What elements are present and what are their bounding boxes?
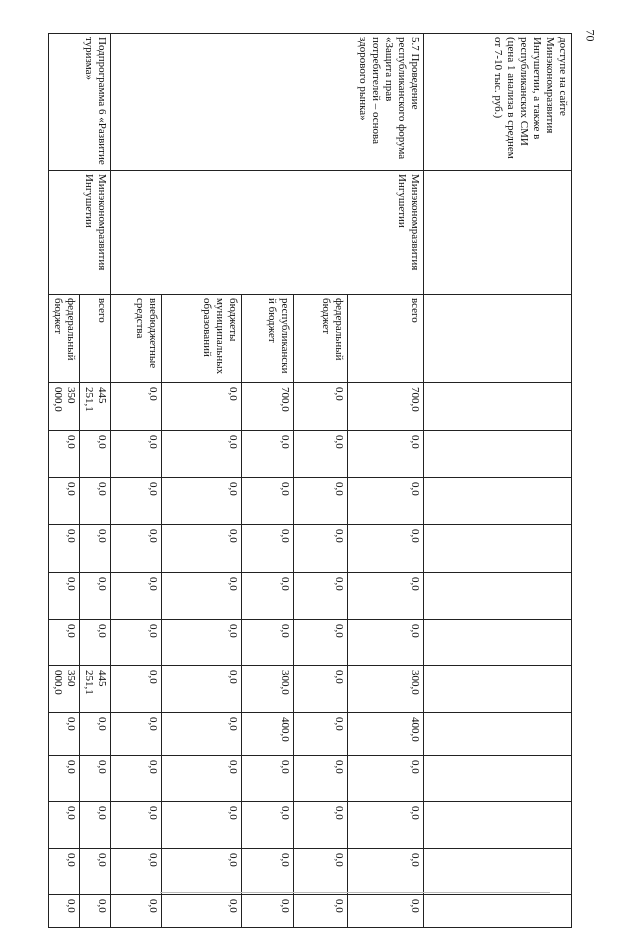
value-cell: 0,0 — [162, 802, 242, 849]
value-cell: 0,0 — [111, 620, 162, 666]
value-cell: 0,0 — [80, 895, 111, 928]
value-cell: 0,0 — [294, 756, 348, 802]
value-cell: 0,0 — [80, 573, 111, 620]
value-cell: 0,0 — [294, 478, 348, 525]
responsible-cell: Минэкономразвития Ингушетии — [49, 171, 111, 295]
value-cell: 0,0 — [80, 431, 111, 478]
value-cell: 0,0 — [348, 849, 424, 895]
value-cell: 0,0 — [348, 802, 424, 849]
value-cell — [424, 525, 572, 573]
value-cell — [424, 713, 572, 756]
value-cell: 0,0 — [49, 478, 80, 525]
value-cell: 0,0 — [294, 573, 348, 620]
value-cell — [424, 849, 572, 895]
value-cell: 700,0 — [348, 383, 424, 431]
value-cell — [424, 756, 572, 802]
value-cell: 0,0 — [80, 849, 111, 895]
value-cell: 0,0 — [242, 620, 294, 666]
value-cell — [424, 895, 572, 928]
value-cell: 0,0 — [162, 573, 242, 620]
value-cell: 0,0 — [49, 895, 80, 928]
rotated-table-container — [52, 33, 572, 913]
value-cell: 0,0 — [348, 478, 424, 525]
value-cell: 0,0 — [49, 802, 80, 849]
value-cell: 0,0 — [111, 849, 162, 895]
value-cell: 0,0 — [111, 525, 162, 573]
value-cell: 0,0 — [49, 431, 80, 478]
event-name-cell: доступе на сайте Минэкономразвития Ингушетии, а также в республиканских СМИ (цена 1 анализа в среднем от 7-10 тыс. руб.) — [424, 34, 572, 171]
value-cell: 0,0 — [162, 620, 242, 666]
event-name-cell: 5.7 Проведение республиканского форума «Защита прав потребителей – основа здорового рынка» — [111, 34, 424, 171]
value-cell: 0,0 — [111, 895, 162, 928]
value-cell: 0,0 — [162, 666, 242, 713]
funding-source-cell: республиканский бюджет — [242, 295, 294, 383]
value-cell: 400,0 — [242, 713, 294, 756]
value-cell: 0,0 — [162, 756, 242, 802]
value-cell: 0,0 — [111, 383, 162, 431]
value-cell: 0,0 — [49, 756, 80, 802]
value-cell: 0,0 — [294, 383, 348, 431]
value-cell: 0,0 — [294, 666, 348, 713]
value-cell: 0,0 — [294, 431, 348, 478]
value-cell: 0,0 — [348, 895, 424, 928]
budget-table — [48, 33, 572, 928]
value-cell: 300,0 — [348, 666, 424, 713]
value-cell: 0,0 — [80, 802, 111, 849]
value-cell — [424, 573, 572, 620]
value-cell: 0,0 — [111, 713, 162, 756]
value-cell: 0,0 — [242, 573, 294, 620]
value-cell: 0,0 — [49, 620, 80, 666]
value-cell: 0,0 — [162, 478, 242, 525]
value-cell: 0,0 — [294, 713, 348, 756]
value-cell — [424, 478, 572, 525]
value-cell: 0,0 — [162, 849, 242, 895]
value-cell: 445 251,1 — [80, 666, 111, 713]
value-cell: 0,0 — [111, 756, 162, 802]
table-row-5-7-total — [348, 34, 424, 928]
value-cell: 0,0 — [49, 525, 80, 573]
value-cell: 0,0 — [242, 478, 294, 525]
funding-source-cell — [424, 295, 572, 383]
value-cell: 0,0 — [80, 756, 111, 802]
value-cell: 0,0 — [348, 573, 424, 620]
funding-source-cell: внебюджетные средства — [111, 295, 162, 383]
value-cell: 0,0 — [242, 802, 294, 849]
page-number: 70 — [583, 29, 598, 42]
value-cell: 300,0 — [242, 666, 294, 713]
value-cell: 0,0 — [162, 895, 242, 928]
value-cell: 445 251,1 — [80, 383, 111, 431]
funding-source-cell: федеральный бюджет — [294, 295, 348, 383]
value-cell: 0,0 — [242, 525, 294, 573]
value-cell: 0,0 — [294, 525, 348, 573]
value-cell: 0,0 — [111, 478, 162, 525]
table-row-sub6-total — [80, 34, 111, 928]
value-cell: 0,0 — [242, 431, 294, 478]
footer-line — [160, 892, 550, 893]
value-cell: 0,0 — [49, 713, 80, 756]
value-cell — [424, 802, 572, 849]
value-cell: 0,0 — [111, 802, 162, 849]
value-cell: 350 000,0 — [49, 383, 80, 431]
value-cell: 0,0 — [294, 802, 348, 849]
value-cell: 0,0 — [162, 383, 242, 431]
value-cell: 0,0 — [162, 431, 242, 478]
value-cell — [424, 620, 572, 666]
value-cell: 0,0 — [348, 431, 424, 478]
value-cell: 0,0 — [111, 666, 162, 713]
value-cell: 0,0 — [111, 431, 162, 478]
event-name-cell: Подпрограмма 6 «Развитие туризма» — [49, 34, 111, 171]
value-cell: 0,0 — [294, 849, 348, 895]
value-cell: 0,0 — [348, 756, 424, 802]
value-cell: 0,0 — [80, 478, 111, 525]
value-cell: 0,0 — [111, 573, 162, 620]
value-cell: 0,0 — [80, 713, 111, 756]
value-cell: 700,0 — [242, 383, 294, 431]
funding-source-cell: бюджеты муниципальных образований — [162, 295, 242, 383]
value-cell: 0,0 — [49, 573, 80, 620]
value-cell: 0,0 — [348, 620, 424, 666]
value-cell: 0,0 — [294, 895, 348, 928]
value-cell: 0,0 — [162, 713, 242, 756]
value-cell: 0,0 — [80, 620, 111, 666]
value-cell: 0,0 — [49, 849, 80, 895]
value-cell: 0,0 — [348, 525, 424, 573]
value-cell: 0,0 — [242, 895, 294, 928]
value-cell: 0,0 — [294, 620, 348, 666]
table-row-continuation — [424, 34, 572, 928]
responsible-cell: Минэкономразвития Ингушетии — [111, 171, 424, 295]
value-cell — [424, 431, 572, 478]
funding-source-cell: всего — [348, 295, 424, 383]
funding-source-cell: федеральный бюджет — [49, 295, 80, 383]
value-cell: 0,0 — [162, 525, 242, 573]
funding-source-cell: всего — [80, 295, 111, 383]
value-cell: 0,0 — [80, 525, 111, 573]
value-cell — [424, 383, 572, 431]
value-cell: 0,0 — [242, 756, 294, 802]
value-cell: 0,0 — [242, 849, 294, 895]
responsible-cell — [424, 171, 572, 295]
value-cell — [424, 666, 572, 713]
value-cell: 400,0 — [348, 713, 424, 756]
value-cell: 350 000,0 — [49, 666, 80, 713]
